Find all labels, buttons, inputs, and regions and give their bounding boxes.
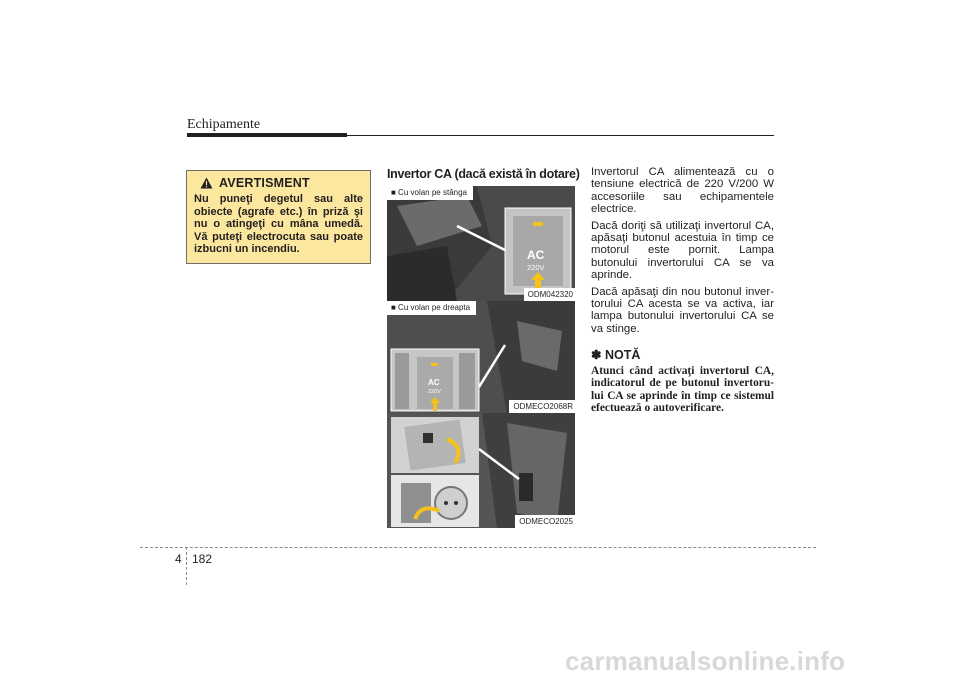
warning-title: AVERTISMENT	[219, 176, 310, 190]
section-title: Invertor CA (dacă există în dotare)	[387, 167, 580, 181]
image-code-1: ODM042320	[524, 288, 575, 301]
note-title: ✽ NOTĂ	[591, 347, 641, 362]
photo-right-hand-drive	[387, 301, 575, 413]
body-text-column	[591, 166, 774, 414]
warning-box	[186, 170, 371, 264]
dashboard-photo-1	[387, 186, 575, 301]
photo-inverter-outlet	[387, 413, 575, 528]
photo-left-hand-drive	[387, 186, 575, 301]
image-code-2: ODMECO2068R	[509, 400, 575, 413]
voltage-label-1: 220V	[527, 263, 545, 272]
header-rule-thin	[347, 135, 774, 136]
ac-label-2: AC	[428, 378, 440, 387]
voltage-label-2: 220V	[428, 389, 441, 395]
page-number: 182	[192, 552, 213, 566]
warning-triangle-icon	[200, 177, 213, 189]
note-body: Atunci când activaţi invertorul CA, indicatorul de pe butonul invertorului CA se aprinde în timp ce sistemul efectuează o autoverificare.	[591, 365, 774, 415]
warning-body: Nu puneţi degetul sau alte obiecte (agrafe etc.) în priză şi nu o atingeţi cu mâna umedă. Vă puteţi electrocuta sau poate izbucni un incendiu.	[194, 193, 363, 256]
warning-header	[200, 176, 363, 190]
paragraph-1: Invertorul CA alimentează cu o tensiune electrică de 220 V/200 W accesoriile sau echipamentele electrice.	[591, 166, 774, 215]
image-label-1: ■ Cu volan pe stânga	[387, 186, 473, 200]
paragraph-2: Dacă doriţi să utilizaţi invertorul CA, apăsaţi butonul acestuia în timp ce motorul este pornit. Lampa butonului invertorului CA se va aprinde.	[591, 219, 774, 281]
dashboard-photo-2	[387, 301, 575, 413]
ac-label-1: AC	[527, 248, 545, 262]
footer-vertical-divider	[186, 547, 187, 585]
image-code-3: ODMECO2025	[515, 515, 575, 528]
header-rule-thick	[187, 133, 347, 137]
outlet-photo	[387, 413, 575, 528]
section-number: 4	[175, 552, 182, 566]
footer-divider	[140, 547, 816, 548]
watermark: carmanualsonline.info	[565, 646, 846, 676]
paragraph-3: Dacă apăsaţi din nou butonul invertorului CA acesta se va activa, iar lampa butonului invertorului CA se va stinge.	[591, 285, 774, 335]
image-label-2: ■ Cu volan pe dreapta	[387, 301, 476, 315]
header-title: Echipamente	[187, 117, 261, 132]
